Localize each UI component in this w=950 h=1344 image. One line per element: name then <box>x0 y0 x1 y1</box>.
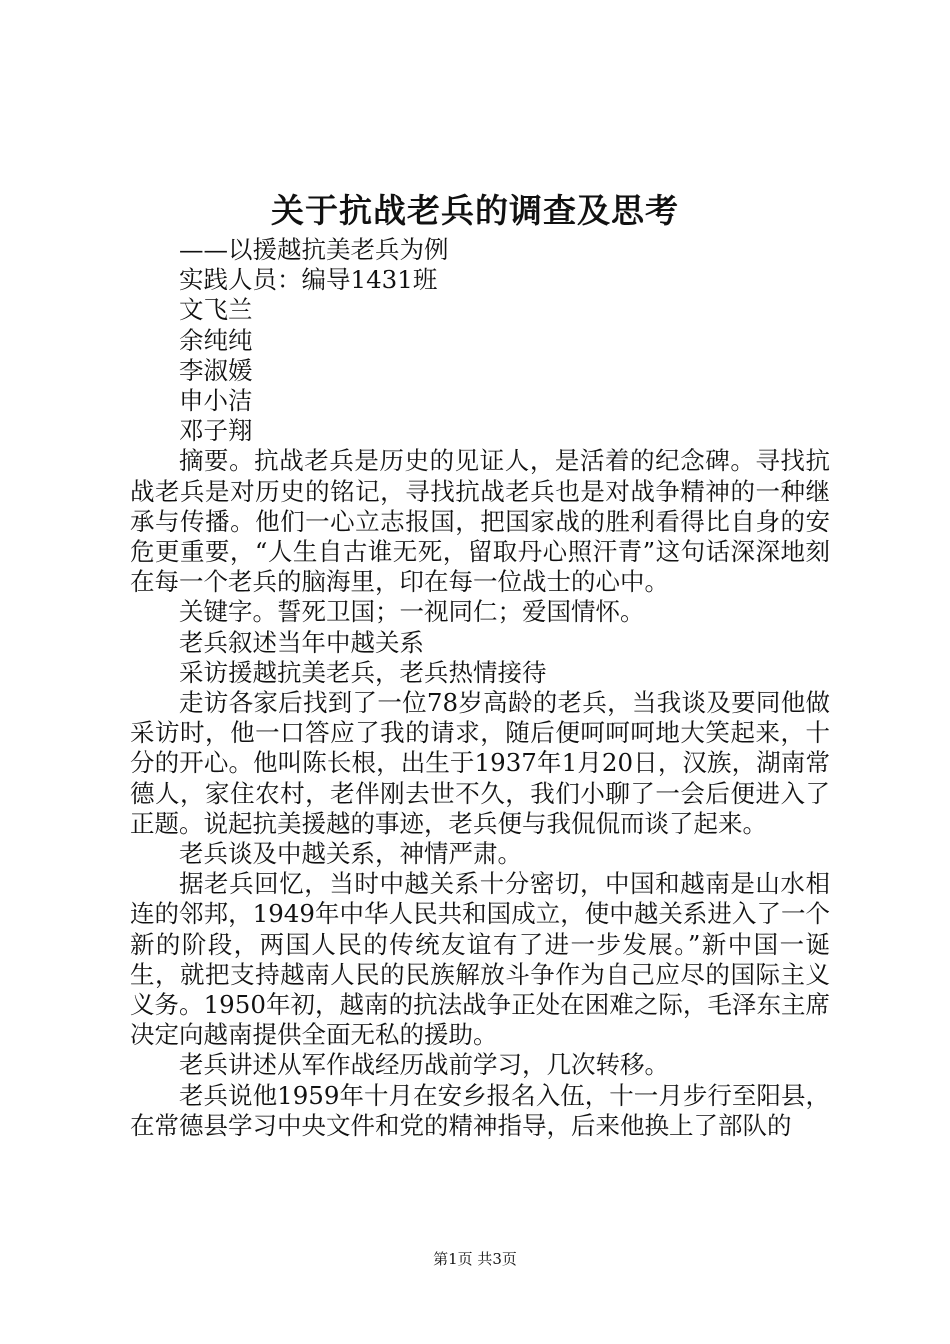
participant-name: 李淑媛 <box>179 355 253 385</box>
body-paragraph: 走访各家后找到了一位78岁高龄的老兵，当我谈及要同他做采访时，他一口答应了我的请求，随后便呵呵呵地大笑起来，十分的开心。他叫陈长根，出生于1937年1月20日，汉族，湖南常德人，家住农村，老伴刚去世不久，我们小聊了一会后便进入了正题。说起抗美援越的事迹，老兵便与我侃侃而谈了起来。 <box>130 688 830 838</box>
body-paragraph: 老兵说他1959年十月在安乡报名入伍，十一月步行至阳县，在常德县学习中央文件和党的精神指导，后来他换上了部队的 <box>130 1080 830 1140</box>
section-heading: 老兵叙述当年中越关系 <box>179 627 424 657</box>
participants-line: 实践人员：编导1431班 <box>179 265 438 295</box>
page-footer: 第1页 共3页 <box>433 1250 517 1268</box>
body-paragraph: 据老兵回忆，当时中越关系十分密切，中国和越南是山水相连的邻邦，1949年中华人民共和国成立，使中越关系进入了一个新的阶段，两国人民的传统友谊有了进一步发展。”新中国一诞生，就把支持越南人民的民族解放斗争作为自己应尽的国际主义义务。1950年初，越南的抗法战争正处在困难之际，毛泽东主席决定向越南提供全面无私的援助。 <box>130 869 830 1050</box>
document-body <box>130 235 830 1141</box>
participant-name: 邓子翔 <box>179 416 253 446</box>
section-heading: 老兵谈及中越关系，神情严肃。 <box>179 839 522 869</box>
abstract-paragraph: 摘要。抗战老兵是历史的见证人，是活着的纪念碑。寻找抗战老兵是对历史的铭记，寻找抗战老兵也是对战争精神的一种继承与传播。他们一心立志报国，把国家战的胜利看得比自身的安危更重要，“人生自古谁无死，留取丹心照汗青”这句话深深地刻在每一个老兵的脑海里，印在每一位战士的心中。 <box>130 446 830 597</box>
subtitle: ——以援越抗美老兵为例 <box>179 235 449 264</box>
participant-name: 文飞兰 <box>179 295 253 325</box>
section-heading: 采访援越抗美老兵，老兵热情接待 <box>179 657 547 687</box>
section-heading: 老兵讲述从军作战经历战前学习，几次转移。 <box>179 1050 669 1080</box>
participant-name: 申小洁 <box>179 386 253 416</box>
keywords-paragraph: 关键字。誓死卫国；一视同仁；爱国情怀。 <box>179 597 645 627</box>
participant-name: 余纯纯 <box>179 325 253 355</box>
document-title: 关于抗战老兵的调查及思考 <box>271 191 679 230</box>
